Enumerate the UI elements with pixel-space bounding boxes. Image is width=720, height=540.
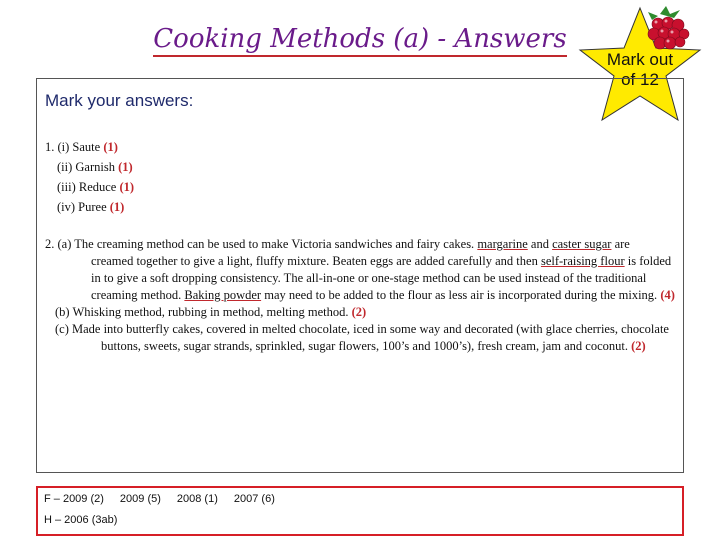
- page-title: Cooking Methods (a) - Answers: [150, 24, 570, 54]
- question-2-answers: [45, 236, 675, 355]
- exam-reference-row: [44, 493, 291, 505]
- exam-reference: H – 2006 (3ab): [44, 514, 118, 526]
- exam-reference: 2007 (6): [233, 493, 275, 505]
- mark-your-answers-heading: Mark your answers:: [45, 91, 194, 110]
- question-1-answers: [45, 137, 134, 217]
- answer-2c: (c) Made into butterfly cakes, covered in melted chocolate, iced in some way and decorated (with glace cherries, chocolate buttons, sweets, sugar strands, sprinkled, sugar flowers, 100’s and 1000’s), fresh cream, jam and coconut. (2): [55, 322, 669, 353]
- answer-2b: (b) Whisking method, rubbing in method, melting method. (2): [55, 305, 367, 319]
- exam-reference: 2009 (5): [119, 493, 161, 505]
- mark-out-of-label: Mark out of 12: [606, 50, 674, 89]
- answer-line: 1. (i) Saute (1): [45, 140, 118, 154]
- answer-line: (ii) Garnish (1): [57, 160, 133, 174]
- exam-reference: F – 2009 (2): [44, 493, 104, 505]
- answer-line: (iii) Reduce (1): [57, 180, 135, 194]
- answer-line: (iv) Puree (1): [57, 200, 125, 214]
- answers-box: [36, 78, 684, 473]
- exam-reference: 2008 (1): [176, 493, 218, 505]
- raspberry-icon: [636, 4, 696, 54]
- answer-2a: 2. (a) The creaming method can be used to make Victoria sandwiches and fairy cakes. margarine and caster sugar are creamed together to give a light, fluffy mixture. Beaten eggs are added carefully and then self-raising flour is folded in to give a soft dropping consistency. The all-in-one or one-stage method can be used instead of the traditional creaming method. Baking powder may need to be added to the flour as less air is incorporated during the mixing. (4): [45, 237, 675, 302]
- exam-references-box: [36, 486, 684, 536]
